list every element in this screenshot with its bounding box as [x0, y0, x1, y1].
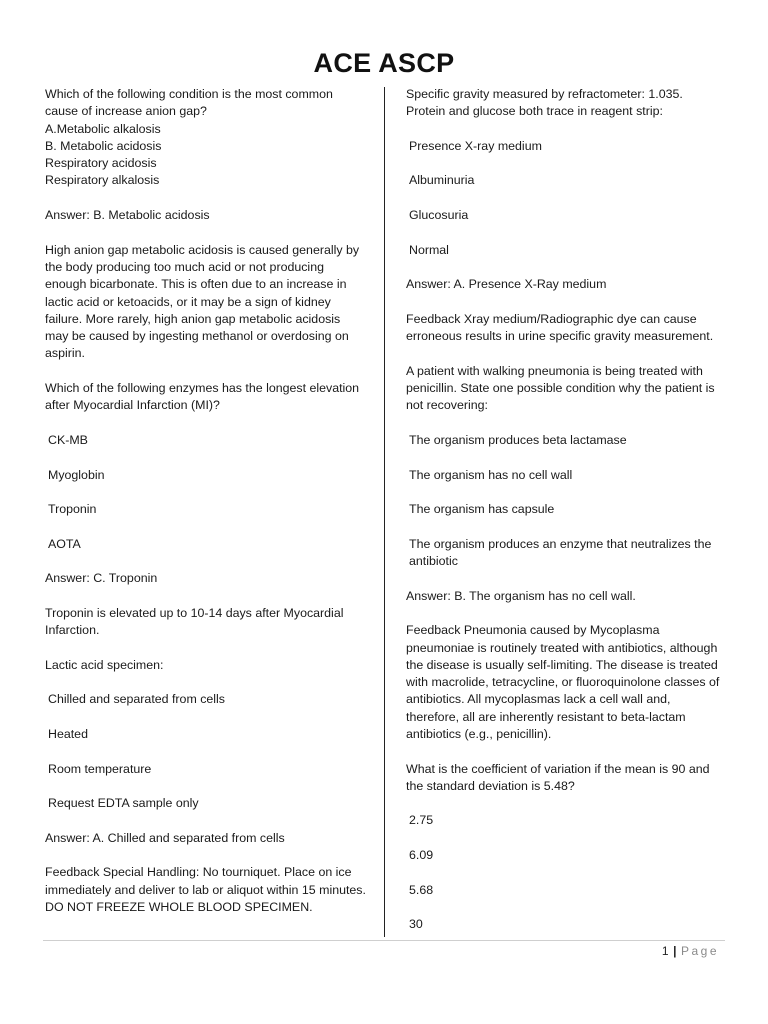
answer-option: Troponin	[48, 502, 97, 517]
feedback-text: Feedback Pneumonia caused by Mycoplasma pneumoniae is routinely treated with antibiotics, although the disease is usually self-limiting. The disease is treated with macrolide, tetracycline, or fluoroquinolone classes of antibiotics. All mycoplasmas lack a cell wall and, therefore, all are inherently resistant to beta-lactam antibiotics (e.g., penicillin).	[406, 623, 720, 741]
answer-option: Albuminuria	[409, 173, 475, 188]
question-text: Which of the following enzymes has the longest elevation after Myocardial Infarction (MI)?	[45, 381, 360, 413]
footer-rule	[43, 940, 725, 941]
question-text: What is the coefficient of variation if the mean is 90 and the standard deviation is 5.48?	[406, 761, 710, 793]
answer-option: 5.68	[409, 882, 434, 897]
answer-option: Chilled and separated from cells	[48, 692, 226, 707]
answer-option: Normal	[409, 242, 449, 257]
answer-option: A.Metabolic alkalosis	[45, 121, 161, 136]
question-text: A patient with walking pneumonia is being treated with penicillin. State one possible condition why the patient is not recovering:	[406, 363, 715, 413]
answer-option: 2.75	[409, 813, 434, 828]
question-text: Which of the following condition is the most common	[45, 87, 333, 101]
answer-option: Presence X-ray medium	[409, 138, 542, 153]
answer-text: Answer: A. Chilled and separated from cells	[45, 830, 285, 845]
explanation-text: Troponin is elevated up to 10-14 days after Myocardial Infarction.	[45, 605, 344, 638]
page-separator: |	[673, 944, 677, 958]
question-text: Specific gravity measured by refractometer: 1.035.	[406, 87, 683, 101]
question-text: cause of increase anion gap?	[45, 104, 207, 119]
answer-text: Answer: B. The organism has no cell wall.	[406, 588, 636, 603]
answer-option: B. Metabolic acidosis	[45, 138, 162, 153]
left-column	[45, 86, 367, 934]
answer-option: CK-MB	[48, 432, 88, 447]
answer-option: Respiratory acidosis	[45, 156, 157, 171]
page-number: 1	[661, 944, 670, 958]
column-divider	[384, 87, 385, 937]
question-text: Lactic acid specimen:	[45, 657, 164, 672]
answer-option: Respiratory alkalosis	[45, 173, 160, 188]
answer-option: AOTA	[48, 536, 81, 551]
answer-option: Room temperature	[48, 761, 152, 776]
answer-option: The organism has capsule	[409, 502, 555, 517]
answer-text: Answer: B. Metabolic acidosis	[45, 208, 210, 223]
right-column	[406, 86, 726, 951]
answer-option: 6.09	[409, 848, 434, 863]
answer-option: Myoglobin	[48, 467, 105, 482]
question-text: Protein and glucose both trace in reagent strip:	[406, 104, 663, 119]
feedback-text: Feedback Special Handling: No tourniquet. Place on ice immediately and deliver to lab or aliquot within 15 minutes. DO NOT FREEZE WHOLE BLOOD SPECIMEN.	[45, 865, 366, 914]
feedback-text: Feedback Xray medium/Radiographic dye can cause erroneous results in urine specific gravity measurement.	[406, 311, 714, 344]
page-label: Page	[680, 944, 719, 958]
answer-option: Glucosuria	[409, 208, 469, 223]
answer-option: Heated	[48, 726, 88, 741]
page-footer	[662, 944, 719, 958]
answer-option: The organism has no cell wall	[409, 467, 573, 482]
explanation-text: High anion gap metabolic acidosis is caused generally by the body producing too much acid or not producing enough bicarbonate. This is often due to an increase in lactic acid or ketoacids, or it may be a sign of kidney failure. More rarely, high anion gap metabolic acidosis may be caused by ingesting methanol or overdosing on aspirin.	[45, 242, 360, 361]
answer-option: 30	[409, 917, 423, 932]
answer-option: The organism produces beta lactamase	[409, 432, 627, 447]
document-title: ACE ASCP	[313, 48, 455, 78]
answer-text: Answer: A. Presence X-Ray medium	[406, 277, 607, 292]
answer-option: The organism produces an enzyme that neutralizes the antibiotic	[409, 536, 712, 569]
answer-text: Answer: C. Troponin	[45, 571, 158, 586]
answer-option: Request EDTA sample only	[48, 796, 199, 811]
